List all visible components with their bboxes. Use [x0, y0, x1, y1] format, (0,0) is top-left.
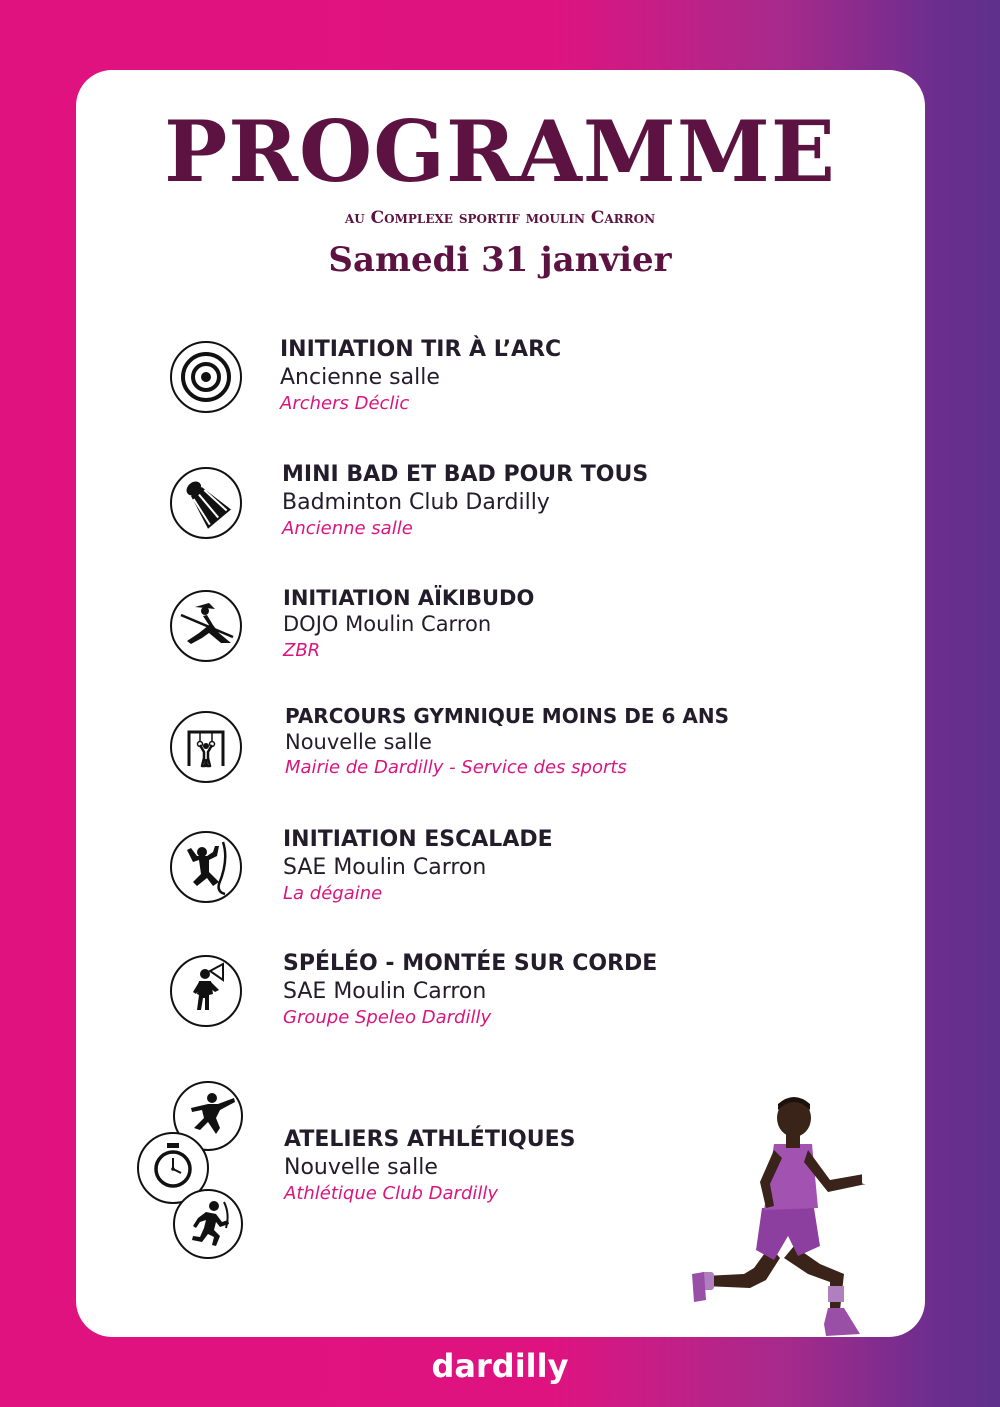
activity-place: SAE Moulin Carron — [283, 854, 487, 880]
activity-archery — [280, 336, 561, 416]
activity-place: DOJO Moulin Carron — [283, 612, 492, 637]
martial-arts-icon — [169, 589, 243, 663]
runner-icon — [172, 1188, 244, 1260]
activity-name: SPÉLÉO - MONTÉE SUR CORDE — [283, 951, 658, 976]
activity-name: MINI BAD ET BAD POUR TOUS — [282, 462, 649, 487]
activity-organizer: Mairie de Dardilly - Service des sports — [285, 757, 627, 779]
activity-place: Nouvelle salle — [284, 1154, 438, 1180]
event-date: Samedi 31 janvier — [328, 240, 672, 280]
activity-name: PARCOURS GYMNIQUE MOINS DE 6 ANS — [285, 704, 729, 728]
activity-name: INITIATION ESCALADE — [283, 827, 553, 852]
page-title: PROGRAMME — [164, 102, 836, 201]
activity-athletics — [284, 1126, 575, 1206]
activity-organizer: ZBR — [283, 639, 321, 661]
activity-name: INITIATION TIR À L’ARC — [280, 337, 562, 362]
activity-organizer: Groupe Speleo Dardilly — [283, 1007, 492, 1028]
activity-place: SAE Moulin Carron — [283, 978, 487, 1004]
activity-name: ATELIERS ATHLÉTIQUES — [284, 1127, 576, 1152]
activity-caving — [283, 950, 657, 1030]
activity-place: Ancienne salle — [280, 364, 440, 390]
activity-place: Nouvelle salle — [285, 730, 432, 754]
activity-aikibudo — [283, 585, 534, 663]
climbing-icon — [169, 830, 243, 904]
activity-organizer: Athlétique Club Dardilly — [284, 1183, 499, 1204]
activity-gymnastics — [285, 704, 729, 780]
archery-target-icon — [169, 340, 243, 414]
activity-climbing — [283, 826, 553, 906]
page-subtitle: au Complexe sportif moulin Carron — [344, 208, 656, 228]
runner-illustration — [684, 1096, 894, 1346]
activity-organizer: Ancienne salle — [282, 518, 413, 539]
activity-badminton — [282, 461, 648, 541]
activity-place: Badminton Club Dardilly — [282, 489, 550, 515]
gymnastics-rings-icon — [169, 710, 243, 784]
activity-organizer: Archers Déclic — [280, 393, 410, 414]
caving-headlamp-icon — [169, 954, 243, 1028]
shuttlecock-icon — [169, 466, 243, 540]
activity-organizer: La dégaine — [283, 883, 383, 904]
dardilly-logo: dardilly — [431, 1347, 569, 1385]
activity-name: INITIATION AÏKIBUDO — [283, 586, 535, 610]
